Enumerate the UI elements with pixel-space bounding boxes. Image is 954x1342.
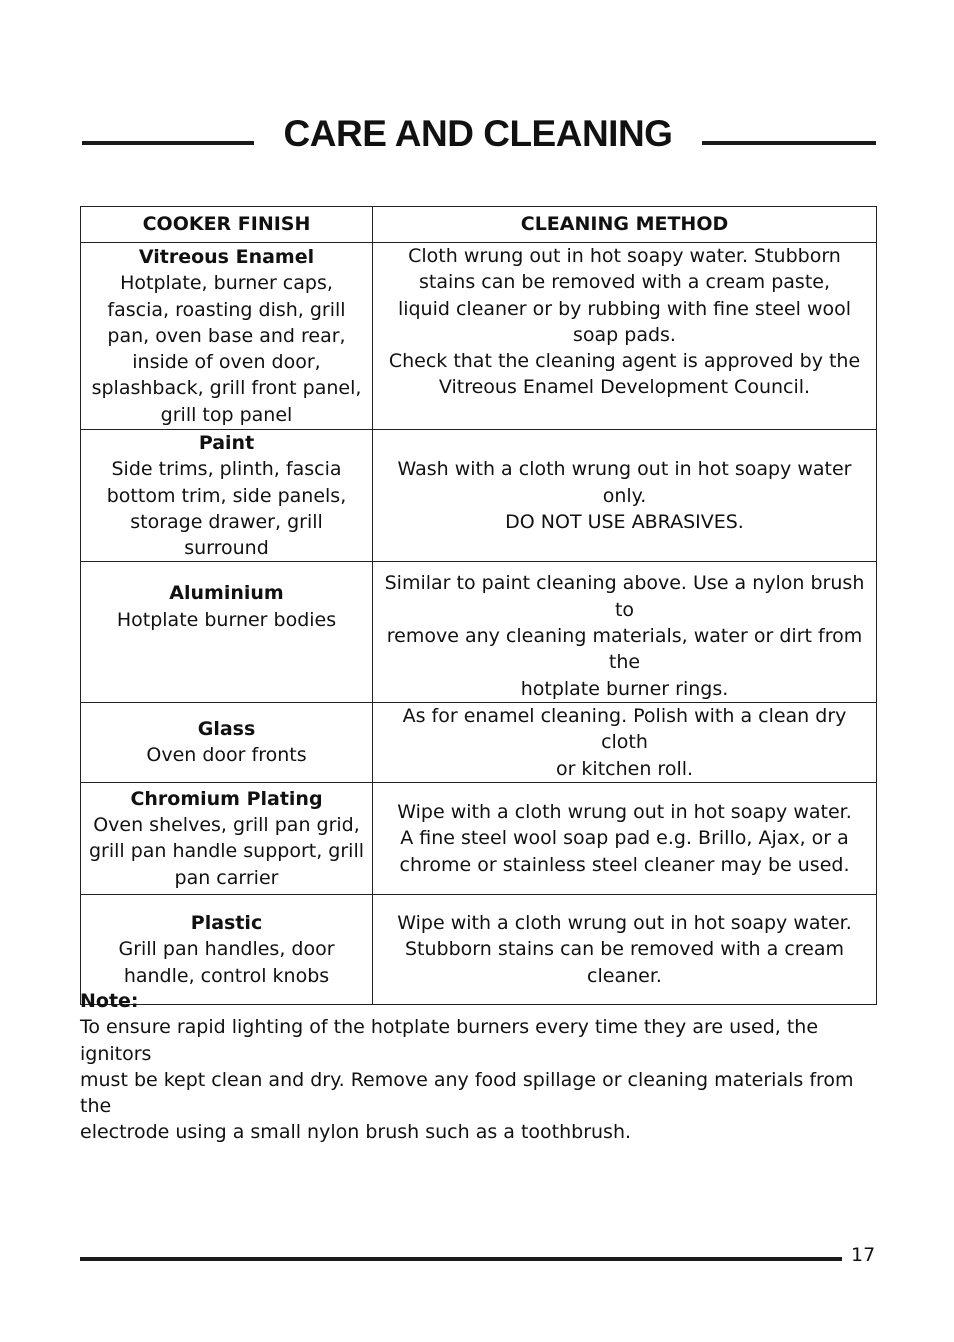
finish-name: Plastic <box>190 911 263 934</box>
table-row <box>81 782 877 894</box>
note-label: Note: <box>80 990 139 1012</box>
method-cell <box>373 702 877 782</box>
finish-cell <box>81 430 373 562</box>
finish-name: Paint <box>198 432 255 454</box>
finish-item-line: splashback, grill front panel, <box>91 377 362 400</box>
finish-item-line: Grill pan handles, door <box>118 938 335 961</box>
method-line: remove any cleaning materials, water or dirt from the <box>386 625 863 674</box>
table-row <box>81 702 877 782</box>
page-title: CARE AND CLEANING <box>283 113 673 154</box>
page-number: 17 <box>851 1244 876 1266</box>
method-cell <box>373 562 877 702</box>
finish-item-line: storage drawer, grill surround <box>130 510 323 560</box>
method-line: stains can be removed with a cream paste, <box>419 271 830 294</box>
title-rule-right <box>702 141 876 145</box>
header-cooker-finish: COOKER FINISH <box>81 207 373 243</box>
finish-item-line: Oven door fronts <box>146 744 307 767</box>
finish-item-line: bottom trim, side panels, <box>106 484 347 507</box>
method-line: Check that the cleaning agent is approved by the <box>388 350 861 373</box>
method-line: Stubborn stains can be removed with a cream <box>404 938 845 961</box>
method-line: cleaner. <box>587 964 662 987</box>
finish-item-line: fascia, roasting dish, grill <box>107 298 346 321</box>
method-cell <box>373 243 877 430</box>
finish-name: Aluminium <box>169 582 284 605</box>
method-line: chrome or stainless steel cleaner may be used. <box>399 853 850 876</box>
method-line: Wash with a cloth wrung out in hot soapy water only. <box>397 458 852 507</box>
method-line: or kitchen roll. <box>555 757 694 780</box>
method-cell <box>373 782 877 894</box>
finish-item-line: Oven shelves, grill pan grid, <box>93 814 360 837</box>
method-line: liquid cleaner or by rubbing with fine steel wool <box>397 297 852 320</box>
method-line: DO NOT USE ABRASIVES. <box>505 510 744 533</box>
finish-item-line: grill pan handle support, grill <box>88 840 365 863</box>
finish-name: Glass <box>197 718 256 741</box>
method-line: Similar to paint cleaning above. Use a nylon brush to <box>384 572 865 621</box>
method-line: Cloth wrung out in hot soapy water. Stubborn <box>408 245 841 267</box>
finish-item-line: pan carrier <box>174 866 279 889</box>
header-cleaning-method: CLEANING METHOD <box>373 207 877 243</box>
note-line: electrode using a small nylon brush such as a toothbrush. <box>80 1121 632 1144</box>
finish-item-line: grill top panel <box>160 403 293 426</box>
finish-name: Chromium Plating <box>130 787 323 810</box>
finish-cell <box>81 782 373 894</box>
table-header-row <box>81 207 877 243</box>
method-line: hotplate burner rings. <box>520 677 729 700</box>
note-block <box>80 988 880 1146</box>
note-line: must be kept clean and dry. Remove any food spillage or cleaning materials from the <box>80 1068 854 1118</box>
care-cleaning-table <box>80 206 877 1005</box>
finish-name: Vitreous Enamel <box>138 245 315 268</box>
finish-item-line: handle, control knobs <box>123 964 330 987</box>
finish-item-line: Hotplate, burner caps, <box>120 272 333 295</box>
finish-item-line: Side trims, plinth, fascia <box>111 458 342 481</box>
title-rule-left <box>82 141 254 145</box>
finish-item-line: inside of oven door, <box>132 351 321 374</box>
method-line: A fine steel wool soap pad e.g. Brillo, Ajax, or a <box>400 827 849 850</box>
method-line: Wipe with a cloth wrung out in hot soapy water. <box>397 911 852 934</box>
method-cell <box>373 430 877 562</box>
table-row <box>81 562 877 702</box>
method-line: Vitreous Enamel Development Council. <box>438 376 811 399</box>
finish-cell <box>81 702 373 782</box>
method-line: soap pads. <box>573 323 676 346</box>
method-line: As for enamel cleaning. Polish with a clean dry cloth <box>402 704 847 754</box>
finish-item-line: Hotplate burner bodies <box>116 608 337 631</box>
table-row <box>81 243 877 430</box>
finish-cell <box>81 243 373 430</box>
method-line: Wipe with a cloth wrung out in hot soapy water. <box>397 800 852 823</box>
note-line: To ensure rapid lighting of the hotplate burners every time they are used, the ignitors <box>80 1016 819 1065</box>
finish-item-line: pan, oven base and rear, <box>107 324 346 347</box>
finish-cell <box>81 562 373 702</box>
table-row <box>81 430 877 562</box>
footer-rule <box>80 1257 842 1261</box>
